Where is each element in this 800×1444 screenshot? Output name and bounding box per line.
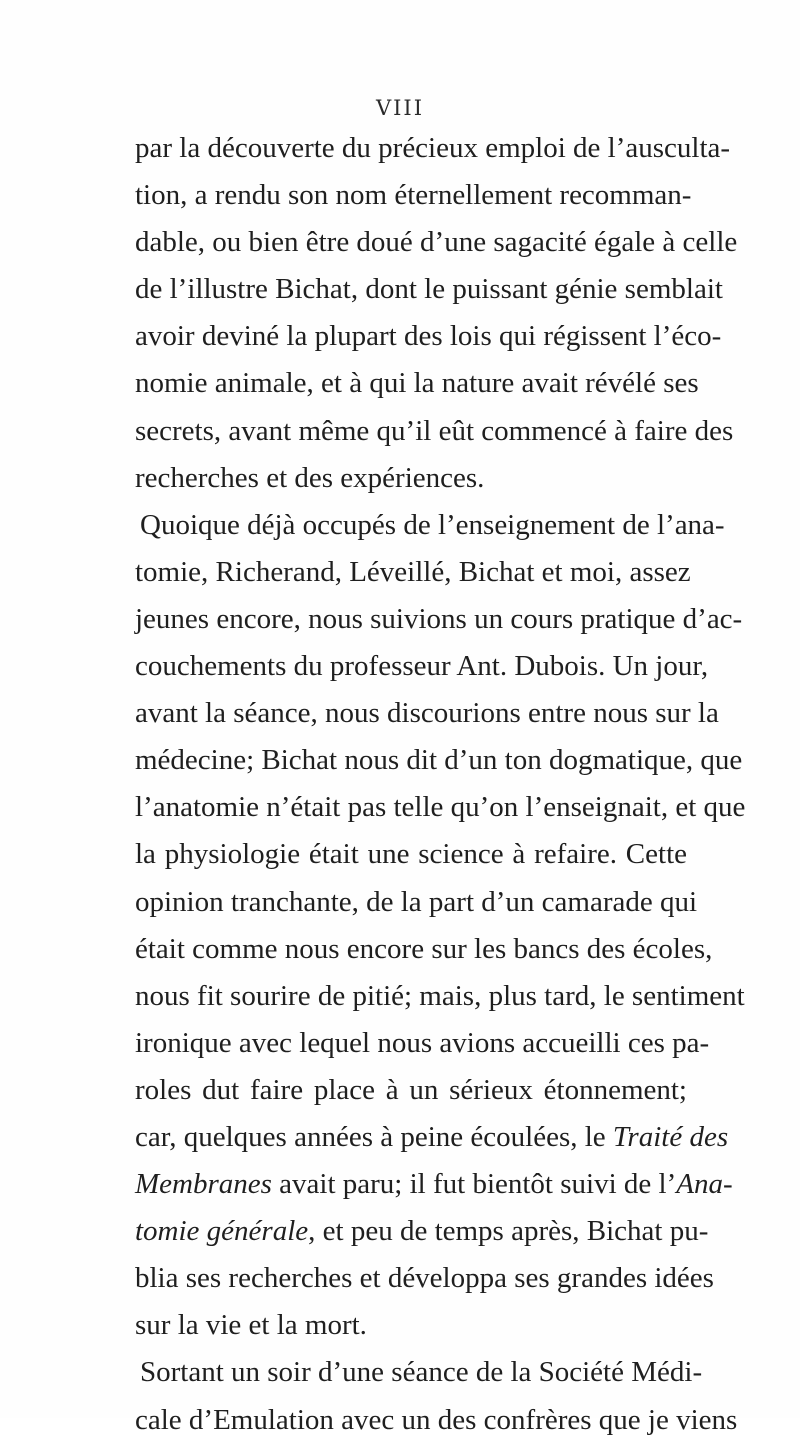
body-text xyxy=(135,125,746,1444)
text-line-paragraph-start: Sortant un soir d’une séance de la Société Médi- xyxy=(140,1356,703,1389)
text-line: l’anatomie n’était pas telle qu’on l’enseignait, et que xyxy=(135,791,746,824)
text-line: tion, a rendu son nom éternellement recomman- xyxy=(135,179,692,212)
text-line: de l’illustre Bichat, dont le puissant génie semblait xyxy=(135,273,723,306)
page-number: VIII xyxy=(375,96,425,120)
text-line-paragraph-end: recherches et des expériences. xyxy=(135,461,485,494)
italic-title: Ana- xyxy=(676,1168,733,1201)
text-line: tomie, Richerand, Léveillé, Bichat et moi, assez xyxy=(135,555,691,588)
text-line: blia ses recherches et développa ses grandes idées xyxy=(135,1262,714,1295)
text-line: ironique avec lequel nous avions accueilli ces pa- xyxy=(135,1026,710,1059)
italic-title: Traité des xyxy=(612,1120,729,1153)
text-line: Membranes avait paru; il fut bientôt suivi de l’Ana- xyxy=(135,1168,733,1201)
italic-title: tomie générale xyxy=(135,1215,309,1248)
text-line: secrets, avant même qu’il eût commencé à faire des xyxy=(135,414,734,447)
text-line: avant la séance, nous discourions entre nous sur la xyxy=(135,697,719,730)
text-line: opinion tranchante, de la part d’un camarade qui xyxy=(135,885,698,918)
text-line: tomie générale, et peu de temps après, Bichat pu- xyxy=(135,1215,709,1248)
text-line: couchements du professeur Ant. Dubois. Un jour, xyxy=(135,650,709,683)
text-line: la physiologie était une science à refaire. Cette xyxy=(135,838,687,871)
text-line: dable, ou bien être doué d’une sagacité égale à celle xyxy=(135,226,738,259)
text-line: roles dut faire place à un sérieux étonnement; xyxy=(135,1073,687,1106)
text-line: par la découverte du précieux emploi de l’ausculta- xyxy=(135,132,731,164)
text-line: médecine; Bichat nous dit d’un ton dogmatique, que xyxy=(135,744,743,777)
text-line-paragraph-end: sur la vie et la mort. xyxy=(135,1309,367,1342)
text-line: nomie animale, et à qui la nature avait révélé ses xyxy=(135,367,699,400)
text-line: cale d’Emulation avec un des confrères que je viens xyxy=(135,1403,738,1436)
text-line-paragraph-start: Quoique déjà occupés de l’enseignement de l’ana- xyxy=(140,508,725,541)
text-line: car, quelques années à peine écoulées, le Traité des xyxy=(135,1120,729,1153)
text-line: était comme nous encore sur les bancs des écoles, xyxy=(135,932,713,965)
text-line: jeunes encore, nous suivions un cours pratique d’ac- xyxy=(135,602,743,635)
italic-title: Membranes xyxy=(135,1168,272,1201)
text-line: avoir deviné la plupart des lois qui régissent l’éco- xyxy=(135,320,722,353)
text-line: nous fit sourire de pitié; mais, plus tard, le sentiment xyxy=(135,979,745,1012)
